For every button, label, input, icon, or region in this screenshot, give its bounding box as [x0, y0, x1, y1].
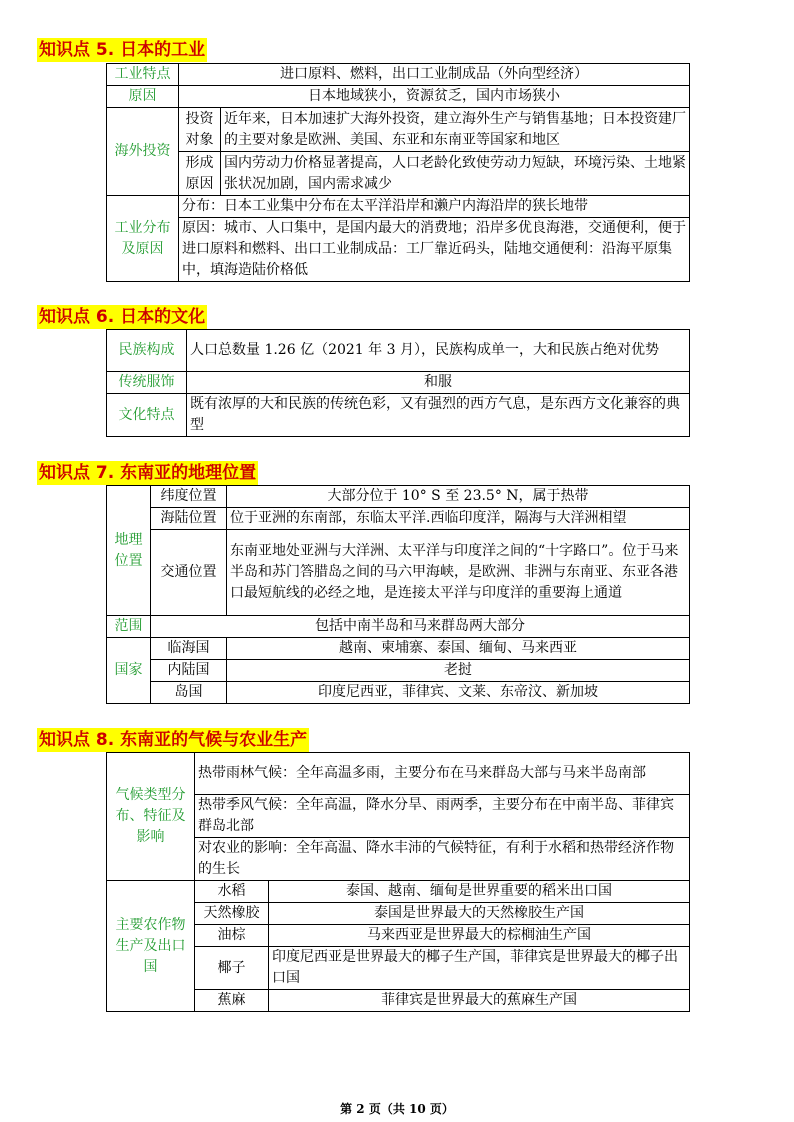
page-footer: 第 2 页（共 10 页）	[340, 1102, 454, 1116]
label-ethnic: 民族构成	[107, 330, 187, 372]
label-overseas-investment: 海外投资	[107, 108, 179, 196]
label-industry-distribution: 工业分布及原因	[107, 196, 179, 282]
label-costume: 传统服饰	[107, 372, 187, 394]
label-formation-reason: 形成原因	[179, 152, 221, 196]
text-sea-land: 位于亚洲的东南部，东临太平洋.西临印度洋，隔海与大洋洲相望	[227, 508, 690, 530]
text-coastal: 越南、柬埔寨、泰国、缅甸、马来西亚	[227, 638, 690, 660]
crop-name: 天然橡胶	[195, 903, 269, 925]
label-culture: 文化特点	[107, 394, 187, 437]
label-countries: 国家	[107, 638, 151, 704]
text-distribution-reason: 原因：城市、人口集中，是国内最大的消费地；沿岸多优良海港，交通便利，便于进口原料和燃料、出口工业制成品：工厂靠近码头，陆地交通便利：沿海平原集中，填海造陆价格低	[179, 218, 690, 282]
japan-industry-table	[106, 63, 690, 282]
crop-name: 蕉麻	[195, 990, 269, 1012]
text-scope: 包括中南半岛和马来群岛两大部分	[151, 616, 690, 638]
crop-text: 菲律宾是世界最大的蕉麻生产国	[269, 990, 690, 1012]
label-scope: 范围	[107, 616, 151, 638]
crop-text: 泰国是世界最大的天然橡胶生产国	[269, 903, 690, 925]
text-island: 印度尼西亚，菲律宾、文莱、东帝汶、新加坡	[227, 682, 690, 704]
text-inland: 老挝	[227, 660, 690, 682]
crop-text: 印度尼西亚是世界最大的椰子生产国，菲律宾是世界最大的椰子出口国	[269, 947, 690, 990]
label-sea-land: 海陆位置	[151, 508, 227, 530]
section-title-7: 知识点 7. 东南亚的地理位置	[39, 463, 257, 483]
text-culture: 既有浓厚的大和民族的传统色彩，又有强烈的西方气息，是东西方文化兼容的典型	[187, 394, 690, 437]
text-climate-impact: 对农业的影响：全年高温、降水丰沛的气候特征，有利于水稻和热带经济作物的生长	[195, 838, 690, 881]
label-inland: 内陆国	[151, 660, 227, 682]
label-island: 岛国	[151, 682, 227, 704]
sea-location-table	[106, 485, 690, 704]
label-coastal: 临海国	[151, 638, 227, 660]
text-invest-target: 近年来，日本加速扩大海外投资，建立海外生产与销售基地；日本投资建厂的主要对象是欧洲、美国、东亚和东南亚等国家和地区	[221, 108, 690, 152]
label-invest-target: 投资对象	[179, 108, 221, 152]
label-reason: 原因	[107, 86, 179, 108]
text-industry-feature: 进口原料、燃料，出口工业制成品（外向型经济）	[179, 64, 690, 86]
section-title-8: 知识点 8. 东南亚的气候与农业生产	[39, 730, 308, 750]
crop-name: 椰子	[195, 947, 269, 990]
text-ethnic: 人口总数量 1.26 亿（2021 年 3 月），民族构成单一，大和民族占绝对优势	[187, 330, 690, 372]
text-reason: 日本地域狭小，资源贫乏，国内市场狭小	[179, 86, 690, 108]
label-climate: 气候类型分布、特征及影响	[107, 753, 195, 881]
text-climate-rainforest: 热带雨林气候：全年高温多雨，主要分布在马来群岛大部与马来半岛南部	[195, 753, 690, 795]
label-geo-location: 地理位置	[107, 486, 151, 616]
section-title-5: 知识点 5. 日本的工业	[39, 40, 206, 60]
text-traffic: 东南亚地处亚洲与大洋洲、太平洋与印度洋之间的“十字路口”。位于马来半岛和苏门答腊岛之间的马六甲海峡，是欧洲、非洲与东南亚、东亚各港口最短航线的必经之地，是连接太平洋与印度洋的重要海上通道	[227, 530, 690, 616]
text-formation-reason: 国内劳动力价格显著提高，人口老龄化致使劳动力短缺，环境污染、土地紧张状况加剧，国内需求减少	[221, 152, 690, 196]
section-title-6: 知识点 6. 日本的文化	[39, 307, 206, 327]
japan-culture-table	[106, 329, 690, 437]
label-industry-feature: 工业特点	[107, 64, 179, 86]
text-latitude: 大部分位于 10° S 至 23.5° N，属于热带	[227, 486, 690, 508]
text-climate-monsoon: 热带季风气候：全年高温，降水分旱、雨两季，主要分布在中南半岛、菲律宾群岛北部	[195, 795, 690, 838]
sea-climate-table	[106, 752, 690, 1012]
crop-text: 马来西亚是世界最大的棕榈油生产国	[269, 925, 690, 947]
text-distribution: 分布：日本工业集中分布在太平洋沿岸和濑户内海沿岸的狭长地带	[179, 196, 690, 218]
label-latitude: 纬度位置	[151, 486, 227, 508]
crop-text: 泰国、越南、缅甸是世界重要的稻米出口国	[269, 881, 690, 903]
text-costume: 和服	[187, 372, 690, 394]
label-traffic: 交通位置	[151, 530, 227, 616]
label-crops: 主要农作物生产及出口国	[107, 881, 195, 1012]
crop-name: 水稻	[195, 881, 269, 903]
crop-name: 油棕	[195, 925, 269, 947]
